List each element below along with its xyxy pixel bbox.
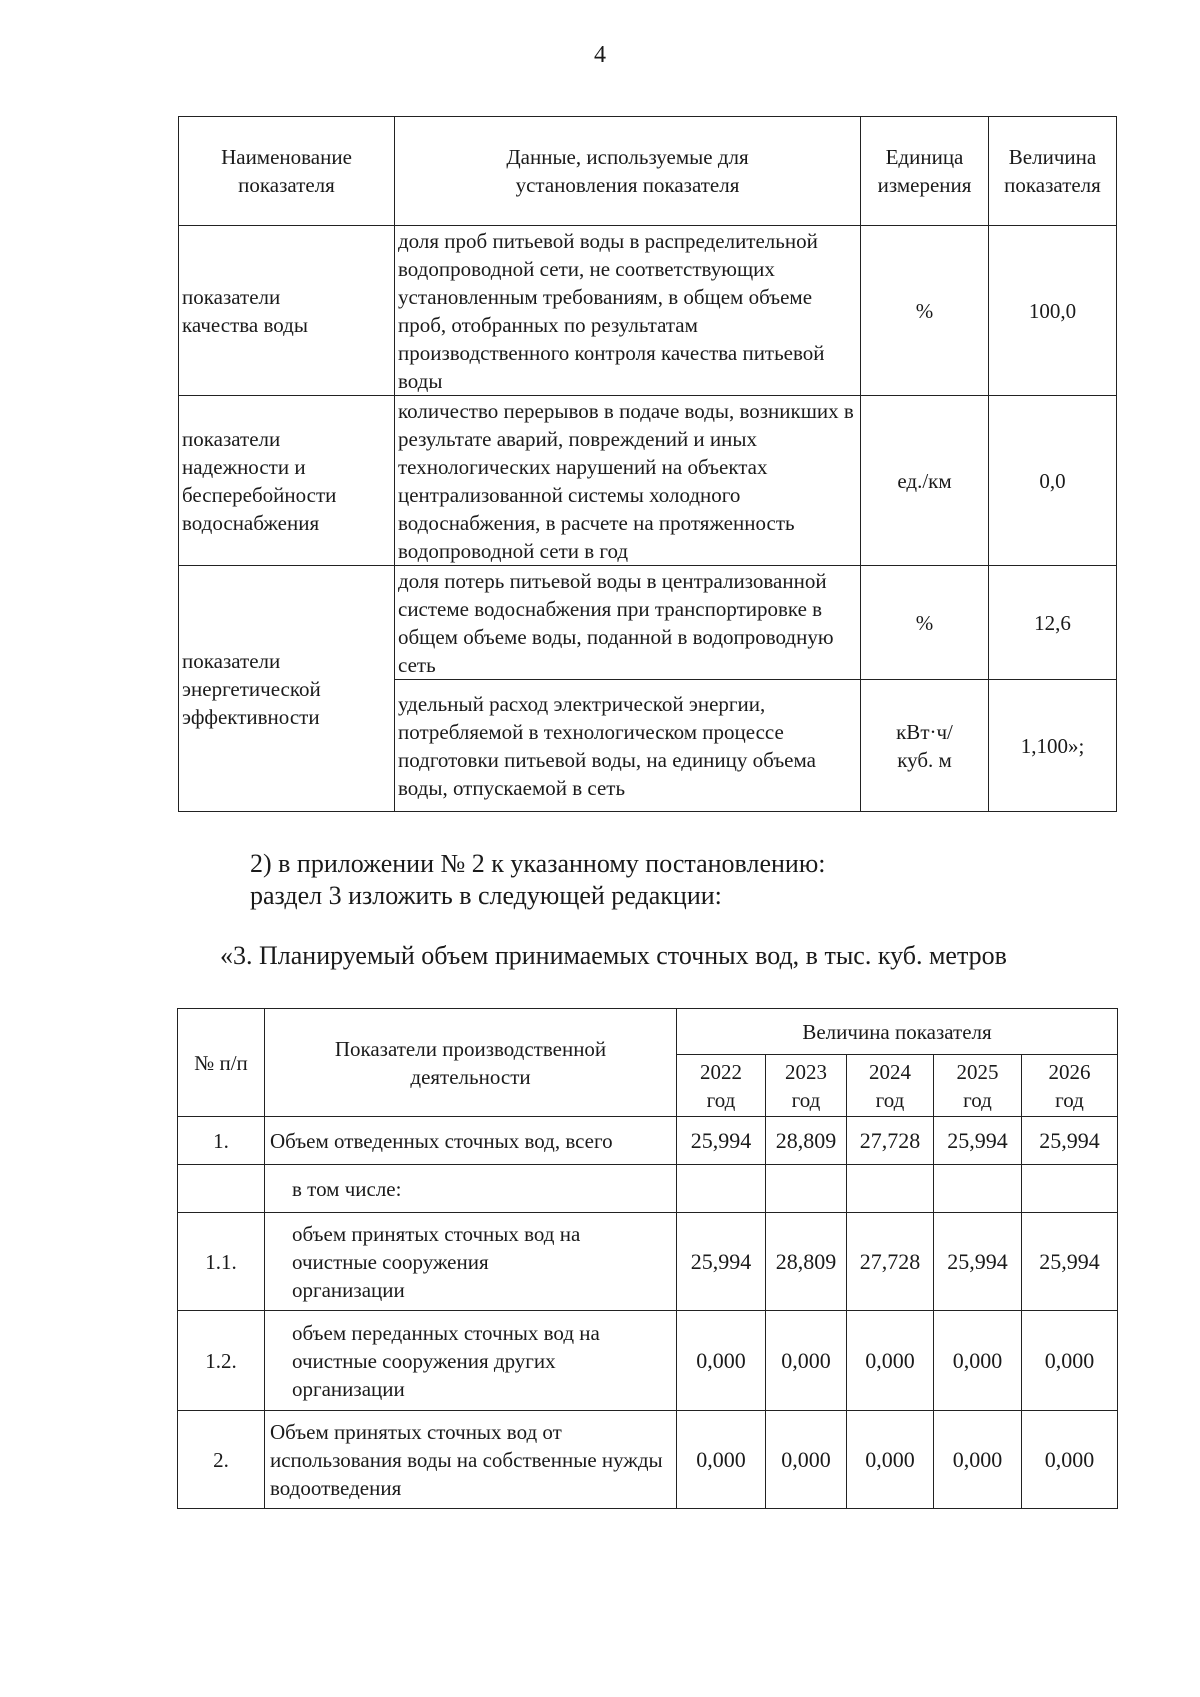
- header-indicator: Показатели производственной деятельности: [265, 1009, 677, 1117]
- table-row: [179, 566, 1117, 680]
- table-row: [178, 1117, 1118, 1165]
- row-value: 25,994: [1022, 1117, 1118, 1165]
- header-data: Данные, используемые для установления показателя: [395, 117, 861, 226]
- row-value: 0,000: [1022, 1311, 1118, 1411]
- row-value: 28,809: [766, 1213, 847, 1311]
- row-indicator: объем принятых сточных вод на очистные сооружения организации: [265, 1213, 677, 1311]
- row-indicator: Объем принятых сточных вод от использования воды на собственные нужды водоотведения: [265, 1411, 677, 1509]
- row-value: [677, 1165, 766, 1213]
- row-value: 0,000: [766, 1411, 847, 1509]
- row-num: 1.1.: [178, 1213, 265, 1311]
- row-value: [847, 1165, 934, 1213]
- row-value: 0,000: [934, 1411, 1022, 1509]
- row-value: 1,100»;: [989, 680, 1117, 812]
- header-value-group: Величина показателя: [677, 1009, 1118, 1055]
- row-name: показатели энергетической эффективности: [179, 566, 395, 812]
- row-value: 25,994: [934, 1117, 1022, 1165]
- row-value: 0,000: [766, 1311, 847, 1411]
- row-value: 0,000: [847, 1311, 934, 1411]
- row-value: 100,0: [989, 226, 1117, 396]
- header-year: 2024 год: [847, 1055, 934, 1117]
- row-name: показатели качества воды: [179, 226, 395, 396]
- table-row: [178, 1311, 1118, 1411]
- row-indicator: объем переданных сточных вод на очистные сооружения других организации: [265, 1311, 677, 1411]
- row-value: 27,728: [847, 1213, 934, 1311]
- header-year: 2026 год: [1022, 1055, 1118, 1117]
- header-year: 2022 год: [677, 1055, 766, 1117]
- table-row: [179, 396, 1117, 566]
- row-value: 25,994: [1022, 1213, 1118, 1311]
- row-value: [1022, 1165, 1118, 1213]
- row-value: 0,000: [1022, 1411, 1118, 1509]
- row-unit: %: [861, 226, 989, 396]
- row-value: 0,000: [677, 1311, 766, 1411]
- header-name: Наименование показателя: [179, 117, 395, 226]
- section-title: «3. Планируемый объем принимаемых сточных вод, в тыс. куб. метров: [220, 941, 1007, 970]
- row-data: доля проб питьевой воды в распределительной водопроводной сети, не соответствующих установленным требованиям, в общем объеме проб, отобранных по результатам производственного контроля качества питьевой воды: [395, 226, 861, 396]
- header-unit: Единица измерения: [861, 117, 989, 226]
- page-number: 4: [594, 42, 606, 68]
- row-value: [934, 1165, 1022, 1213]
- header-value: Величина показателя: [989, 117, 1117, 226]
- row-num: 2.: [178, 1411, 265, 1509]
- table-header-row: [178, 1009, 1118, 1055]
- row-value: 25,994: [677, 1117, 766, 1165]
- row-num: 1.: [178, 1117, 265, 1165]
- row-num: 1.2.: [178, 1311, 265, 1411]
- row-value: [766, 1165, 847, 1213]
- row-data: количество перерывов в подаче воды, возникших в результате аварий, повреждений и иных технологических нарушений на объектах централизованной системы холодного водоснабжения, в расчете на протяженность водопроводной сети в год: [395, 396, 861, 566]
- row-value: 12,6: [989, 566, 1117, 680]
- row-value: 0,000: [847, 1411, 934, 1509]
- row-value: 0,000: [934, 1311, 1022, 1411]
- row-value: 0,0: [989, 396, 1117, 566]
- paragraph-line-2: раздел 3 изложить в следующей редакции:: [250, 881, 722, 910]
- table-row: [178, 1213, 1118, 1311]
- table-row: [178, 1165, 1118, 1213]
- row-value: 25,994: [677, 1213, 766, 1311]
- header-year: 2023 год: [766, 1055, 847, 1117]
- table-row: [179, 226, 1117, 396]
- row-data: удельный расход электрической энергии, потребляемой в технологическом процессе подготовки питьевой воды, на единицу объема воды, отпускаемой в сеть: [395, 680, 861, 812]
- wastewater-table: [177, 1008, 1118, 1509]
- row-indicator: в том числе:: [265, 1165, 677, 1213]
- table-header-row: [179, 117, 1117, 226]
- row-data: доля потерь питьевой воды в централизованной системе водоснабжения при транспортировке в общем объеме воды, поданной в водопроводную сеть: [395, 566, 861, 680]
- row-value: 27,728: [847, 1117, 934, 1165]
- row-indicator: Объем отведенных сточных вод, всего: [265, 1117, 677, 1165]
- row-value: 28,809: [766, 1117, 847, 1165]
- row-num: [178, 1165, 265, 1213]
- indicators-table: [178, 116, 1117, 812]
- paragraph-line-1: 2) в приложении № 2 к указанному постановлению:: [250, 849, 826, 878]
- header-year: 2025 год: [934, 1055, 1022, 1117]
- row-name: показатели надежности и бесперебойности водоснабжения: [179, 396, 395, 566]
- row-value: 25,994: [934, 1213, 1022, 1311]
- header-num: № п/п: [178, 1009, 265, 1117]
- row-unit: %: [861, 566, 989, 680]
- row-unit: кВт·ч/ куб. м: [861, 680, 989, 812]
- row-unit: ед./км: [861, 396, 989, 566]
- table-row: [178, 1411, 1118, 1509]
- row-value: 0,000: [677, 1411, 766, 1509]
